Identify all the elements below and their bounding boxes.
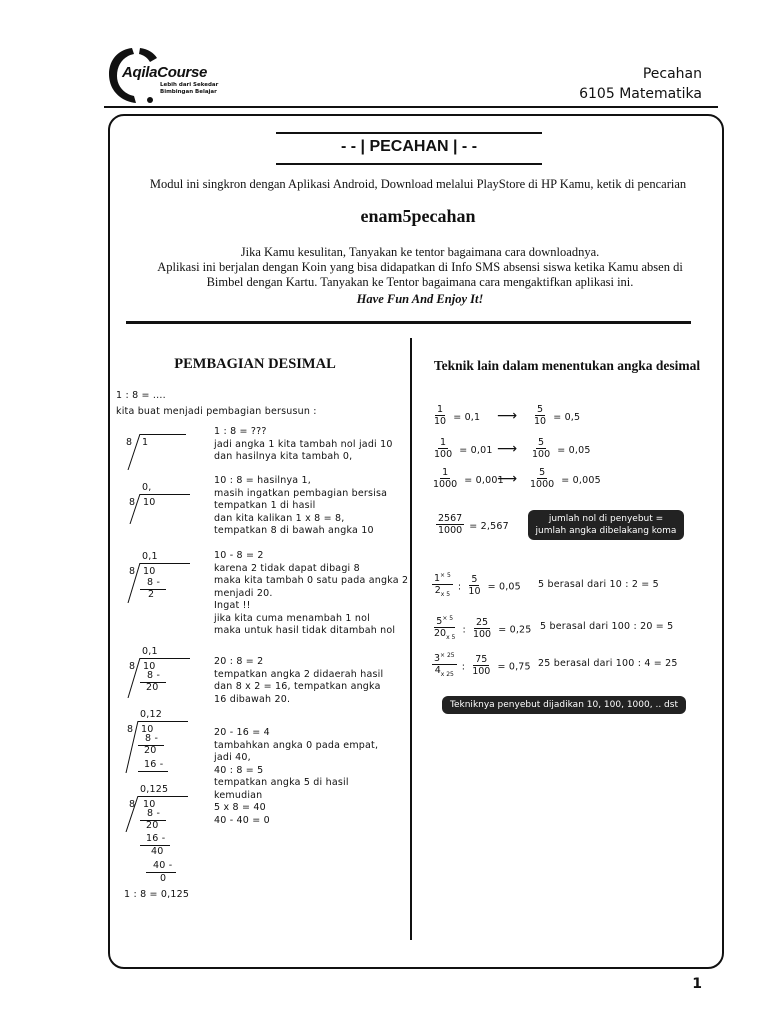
- section-divider: [126, 321, 691, 324]
- conversion-row: $\frac{3^{\times 25}}{4_{x 25}}$ : $\frac{75}{100}$ = 0,75: [434, 652, 531, 679]
- page-number: 1: [692, 976, 702, 992]
- remainder: 2: [148, 589, 155, 600]
- division-slash: [124, 721, 140, 773]
- subtrahend: 16 -: [144, 759, 164, 770]
- division-bracket: [140, 494, 190, 495]
- remainder: 0: [160, 873, 167, 884]
- divisor: 8: [129, 566, 136, 577]
- remainder: 20: [144, 745, 157, 756]
- conversion-row: $\frac{1^{\times 5}}{2_{x 5}}$ : $\frac{5}{10}$ = 0,05: [434, 572, 521, 599]
- header-code: 6105 Matematika: [579, 86, 702, 102]
- subtrahend: 8 -: [147, 670, 161, 681]
- fraction-row: $\frac{1}{1000}$ = 0,001: [433, 467, 504, 490]
- logo-name: AqilaCourse: [122, 64, 208, 81]
- fraction-row: $\frac{1}{100}$ = 0,01: [434, 437, 493, 460]
- step-text: 20 : 8 = 2 tempatkan angka 2 didaerah hasil dan 8 x 2 = 16, tempatkan angka 16 dibawah 20.: [214, 656, 384, 705]
- step-text: 1 : 8 = ??? jadi angka 1 kita tambah nol jadi 10 dan hasilnya kita tambah 0,: [214, 426, 393, 462]
- quotient: 0,1: [142, 646, 158, 657]
- quotient: 0,125: [140, 784, 169, 795]
- header-topic: Pecahan: [642, 66, 702, 82]
- intro-text: Modul ini singkron dengan Aplikasi Android, Download melalui PlayStore di HP Kamu, ketik di pencarian: [149, 177, 687, 191]
- subtrahend: 16 -: [146, 833, 166, 844]
- logo-tagline-2: Bimbingan Belajar: [160, 89, 217, 95]
- remainder: 40: [151, 846, 164, 857]
- app-name: enam5pecahan: [360, 206, 476, 226]
- dividend: 10: [143, 497, 156, 508]
- subtrahend: 8 -: [145, 733, 159, 744]
- divisor: 8: [127, 724, 134, 735]
- quotient: 0,12: [140, 709, 162, 720]
- intro-paragraph: [130, 245, 710, 290]
- fraction-row: $\frac{5}{10}$ = 0,5: [534, 404, 581, 427]
- divisor: 8: [129, 661, 136, 672]
- arrow-right-icon: ⟶: [497, 441, 518, 457]
- division-bracket: [138, 721, 188, 722]
- division-slash: [126, 434, 140, 470]
- dividend: 10: [143, 661, 156, 672]
- division-slash: [124, 796, 140, 832]
- technique-badge: Tekniknya penyebut dijadikan 10, 100, 1000, .. dst: [442, 696, 686, 714]
- note-badge: jumlah nol di penyebut = jumlah angka dibelakang koma: [528, 510, 684, 540]
- header-right: [579, 64, 702, 104]
- division-slash: [126, 658, 142, 698]
- arrow-right-icon: ⟶: [497, 471, 518, 487]
- fraction-row: $\frac{5}{1000}$ = 0,005: [530, 467, 601, 490]
- content-frame: [108, 114, 724, 969]
- fraction-row: $\frac{1}{10}$ = 0,1: [434, 404, 481, 427]
- subtrahend: 8 -: [147, 808, 161, 819]
- title-rule-top: [276, 132, 542, 134]
- remainder: 20: [146, 682, 159, 693]
- fraction-row: $\frac{2567}{1000}$ = 2,567: [438, 513, 509, 536]
- division-bracket: [140, 563, 190, 564]
- remainder: 20: [146, 820, 159, 831]
- final-result: 1 : 8 = 0,125: [124, 889, 190, 900]
- para-line: Bimbel dengan Kartu. Tanyakan ke Tentor bagaimana cara mengaktifkan aplikasi ini.: [206, 275, 634, 289]
- right-heading: Teknik lain dalam menentukan angka desimal: [433, 358, 701, 373]
- step-text: 10 - 8 = 2 karena 2 tidak dapat dibagi 8 maka kita tambah 0 satu pada angka 2 menjadi 20. Ingat !! jika kita cuma menambah 1 nol maka untuk hasil tidak ditambah nol: [214, 550, 409, 636]
- question: 1 : 8 = ....: [116, 390, 166, 401]
- division-bracket: [140, 658, 190, 659]
- subtrahend: 40 -: [153, 860, 173, 871]
- page-title: - - | PECAHAN | - -: [340, 138, 478, 155]
- dividend: 10: [143, 799, 156, 810]
- logo-tagline-1: Lebih dari Sekedar: [160, 82, 219, 88]
- division-slash: [128, 494, 142, 524]
- division-bracket: [140, 434, 186, 435]
- divisor: 8: [129, 799, 136, 810]
- header-divider: [104, 106, 718, 108]
- column-divider: [410, 338, 412, 940]
- title-rule-bottom: [276, 163, 542, 165]
- arrow-right-icon: ⟶: [497, 408, 518, 424]
- left-heading: PEMBAGIAN DESIMAL: [174, 356, 336, 372]
- logo: [104, 44, 224, 106]
- fraction-row: $\frac{5}{100}$ = 0,05: [532, 437, 591, 460]
- subtraction-line: [138, 771, 168, 772]
- question-subtitle: kita buat menjadi pembagian bersusun :: [116, 406, 317, 417]
- divisor: 8: [126, 437, 133, 448]
- division-bracket: [138, 796, 188, 797]
- dividend: 10: [141, 724, 154, 735]
- dividend: 10: [143, 566, 156, 577]
- para-line: Jika Kamu kesulitan, Tanyakan ke tentor bagaimana cara downloadnya.: [240, 245, 600, 259]
- step-text: 20 - 16 = 4 tambahkan angka 0 pada empat, jadi 40, 40 : 8 = 5 tempatkan angka 5 di hasil kemudian 5 x 8 = 40 40 - 40 = 0: [214, 727, 379, 826]
- division-slash: [126, 563, 142, 603]
- quotient: 0,: [142, 482, 152, 493]
- dividend: 1: [142, 437, 149, 448]
- step-text: 10 : 8 = hasilnya 1, masih ingatkan pembagian bersisa tempatkan 1 di hasil dan kita kalikan 1 x 8 = 8, tempatkan 8 di bawah angka 10: [214, 475, 388, 536]
- para-line: Aplikasi ini berjalan dengan Koin yang bisa didapatkan di Info SMS absensi siswa ketika Kamu absen di: [157, 260, 683, 274]
- subtrahend: 8 -: [147, 577, 161, 588]
- divisor: 8: [129, 497, 136, 508]
- conversion-row: $\frac{5^{\times 5}}{20_{x 5}}$ : $\frac{25}{100}$ = 0,25: [434, 615, 532, 642]
- conversion-explain: 25 berasal dari 100 : 4 = 25: [538, 658, 678, 669]
- quotient: 0,1: [142, 551, 158, 562]
- conversion-explain: 5 berasal dari 100 : 20 = 5: [540, 621, 674, 632]
- conversion-explain: 5 berasal dari 10 : 2 = 5: [538, 579, 659, 590]
- have-fun-text: Have Fun And Enjoy It!: [356, 292, 484, 306]
